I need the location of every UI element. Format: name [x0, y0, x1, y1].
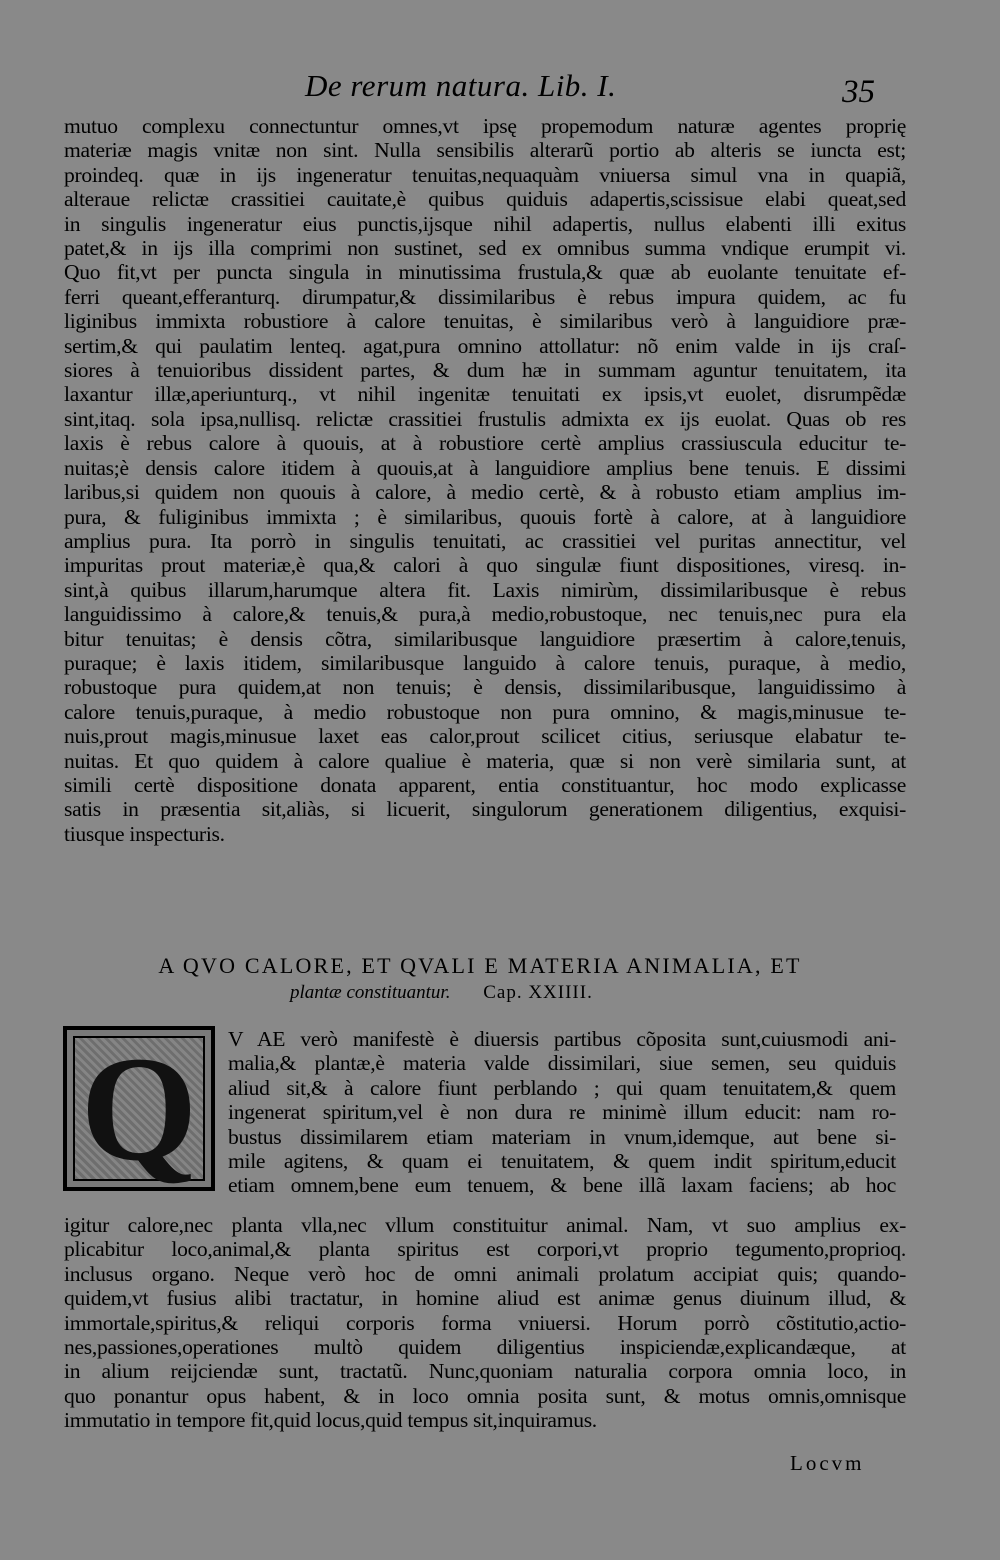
text-line: puraque; è laxis itidem, similaribusque languido à calore tenuis, puraque, à medio,	[64, 650, 906, 675]
text-line: nes,passiones,operationes multò quidem diligentius inspiciendæ,explicandæque, at	[64, 1335, 906, 1360]
text-line: nuitas;è densis calore itidem à quouis,at à languidiore amplius bene tenuis. E dissimi	[64, 455, 906, 480]
text-line: malia,& plantæ,è materia valde dissimilari, siue semen, seu quiduis	[228, 1051, 896, 1076]
text-line: siores à tenuioribus dissident partes, & dum hæ in summam aguntur tenuitatem, ita	[64, 358, 906, 383]
text-line: quo ponantur opus habent, & in loco omnia posita sunt, & motus omnis,omnisque	[64, 1383, 906, 1408]
text-line: materiæ magis vnitæ non sint. Nulla sensibilis alterarũ portio ab alteris se iuncta est;	[64, 138, 906, 163]
text-line: immortale,spiritus,& reliqui corporis forma vniuersi. Horum porrò cõstitutio,actio-	[64, 1310, 906, 1335]
text-line: languidissimo à calore,& tenuis,& pura,à medio,robustoque, nec tenuis,nec pura ela	[64, 602, 906, 627]
text-line: liginibus immixta robustiore à calore tenuitas, è similaribus verò à languidiore præ-	[64, 309, 906, 334]
text-line: robustoque pura quidem,at non tenuis; è densis, dissimilaribusque, languidissimo à	[64, 675, 906, 700]
text-line: nuis,prout magis,minusue laxet eas calor,prout scilicet citius, seriusque elabatur te-	[64, 724, 906, 749]
text-line: igitur calore,nec planta vlla,nec vllum constituitur animal. Nam, vt suo amplius ex-	[64, 1213, 906, 1237]
text-line: impuritas prout materiæ,è qua,& calori à quo singulæ fiunt dispositiones, viresq. in-	[64, 553, 906, 578]
text-line: immutatio in tempore fit,quid locus,quid tempus sit,inquiramus.	[64, 1408, 597, 1433]
text-line: alteraue relictæ crassitiei cauitate,è quibus quiduis adapertis,scissisue elabi queat,sed	[64, 187, 906, 212]
page-number: 35	[842, 74, 875, 110]
paragraph-main	[64, 114, 906, 846]
text-line: plicabitur loco,animal,& planta spiritus est corpori,vt proprio tegumento,proprioq.	[64, 1237, 906, 1262]
text-line: sertim,& qui paulatim lenteq. agat,pura omnino attollatur: nõ enim valde in ijs craſ-	[64, 333, 906, 358]
chapter-subheading	[290, 982, 593, 1004]
text-line: tiusque inspecturis.	[64, 821, 225, 846]
decorated-initial-q	[63, 1026, 215, 1191]
text-line: nuitas. Et quo quidem à calore qualiue è materia, quæ si non verè similaria sunt, at	[64, 748, 906, 773]
text-line: amplius pura. Ita porrò in singulis tenuitati, ac crassitiei vel puritas annectitur, vel	[64, 528, 906, 553]
text-line: pura, & fuliginibus immixta ; è similaribus, quouis fortè à calore, at à languidiore	[64, 504, 906, 529]
text-line: bustus dissimilarem etiam materiam in vnum,idemque, aut bene si-	[228, 1124, 896, 1149]
text-line: laxantur illæ,aperiunturq., vt nihil ingenitæ tenuitati ex ipsis,vt euolet, disrumpẽdæ	[64, 382, 906, 407]
text-line: mutuo complexu connectuntur omnes,vt ipsę propemodum naturæ agentes proprię	[64, 114, 906, 138]
text-line: laxis è rebus calore à quouis, at à robustiore certè amplius crassiuscula educitur te-	[64, 431, 906, 456]
text-line: inclusus organo. Neque verò hoc de omni animali prolatum accipiat quis; quando-	[64, 1261, 906, 1286]
text-line: patet,& in ijs illa comprimi non sustinet, sed ex omnibus summa vndique erumpit vi.	[64, 236, 906, 261]
text-line: etiam omnem,bene eum tenuem, & bene illã laxam faciens; ab hoc	[228, 1173, 896, 1198]
text-line: laribus,si quidem non quouis à calore, à medio certè, & à robusto etiam amplius im-	[64, 480, 906, 505]
paragraph-chapter-continued	[64, 1213, 906, 1433]
text-line: satis in præsentia sit,aliàs, si licuerit, singulorum generationem diligentius, exquisi-	[64, 797, 906, 822]
text-line: quidem,vt fusius alibi tractatur, in homine aliud est animæ genus diuinum illud, &	[64, 1286, 906, 1311]
paragraph-chapter-opening	[228, 1027, 896, 1198]
text-line: aliud sit,& à calore fiunt perblando ; qui quam tenuitatem,& quem	[228, 1075, 896, 1100]
chapter-subheading-text: plantæ constituantur.	[290, 982, 451, 1003]
text-line: mile agitens, & quam ei tenuitatem, & quem indit spiritum,educit	[228, 1149, 896, 1174]
text-line: in singulis ingeneratur eius punctis,ijsque nihil adapertis, nullus elabenti illi exitus	[64, 211, 906, 236]
text-line: ferri queant,efferanturq. dirumpatur,& dissimilaribus è rebus impura quidem, ac fu	[64, 284, 906, 309]
text-line: simili certè dispositione donata apparent, entia constituantur, hoc modo explicasse	[64, 772, 906, 797]
text-line: sint,itaq. sola ipsa,nullisq. relictæ crassitiei frustulis admixta ex ijs euolat. Quas ob res	[64, 406, 906, 431]
initial-letter: Q	[80, 1025, 198, 1192]
text-line: bitur tenuitas; è densis cõtra, similaribusque languidiore præsertim à calore,tenuis,	[64, 626, 906, 651]
text-line: proindeq. quæ in ijs ingeneratur tenuitas,nequaquàm vniuersa simul vna in quapiã,	[64, 162, 906, 187]
text-line: sint,à quibus illarum,harumque altera fit. Laxis nimirùm, dissimilaribusque è rebus	[64, 577, 906, 602]
running-head: De rerum natura. Lib. I.	[305, 68, 617, 103]
chapter-heading: A QVO CALORE, ET QVALI E MATERIA ANIMALIA, ET	[158, 953, 802, 978]
text-line: calore tenuis,puraque, à medio robustoque non pura omnino, & magis,minusue te-	[64, 699, 906, 724]
chapter-number: Cap. XXIIII.	[483, 982, 593, 1003]
text-line: ingenerat spiritum,vel è non dura re minimè illum educit: nam ro-	[228, 1100, 896, 1125]
text-line: V AE verò manifestè è diuersis partibus cõposita sunt,cuiusmodi ani-	[228, 1027, 896, 1051]
text-line: in alium reijciendæ sunt, tractatũ. Nunc,quoniam naturalia corpora omnia loco, in	[64, 1359, 906, 1384]
catchword: Locvm	[790, 1451, 865, 1475]
text-line: Quo fit,vt per puncta singula in minutissima frustula,& quæ ab euolante tenuitate ef-	[64, 260, 906, 285]
